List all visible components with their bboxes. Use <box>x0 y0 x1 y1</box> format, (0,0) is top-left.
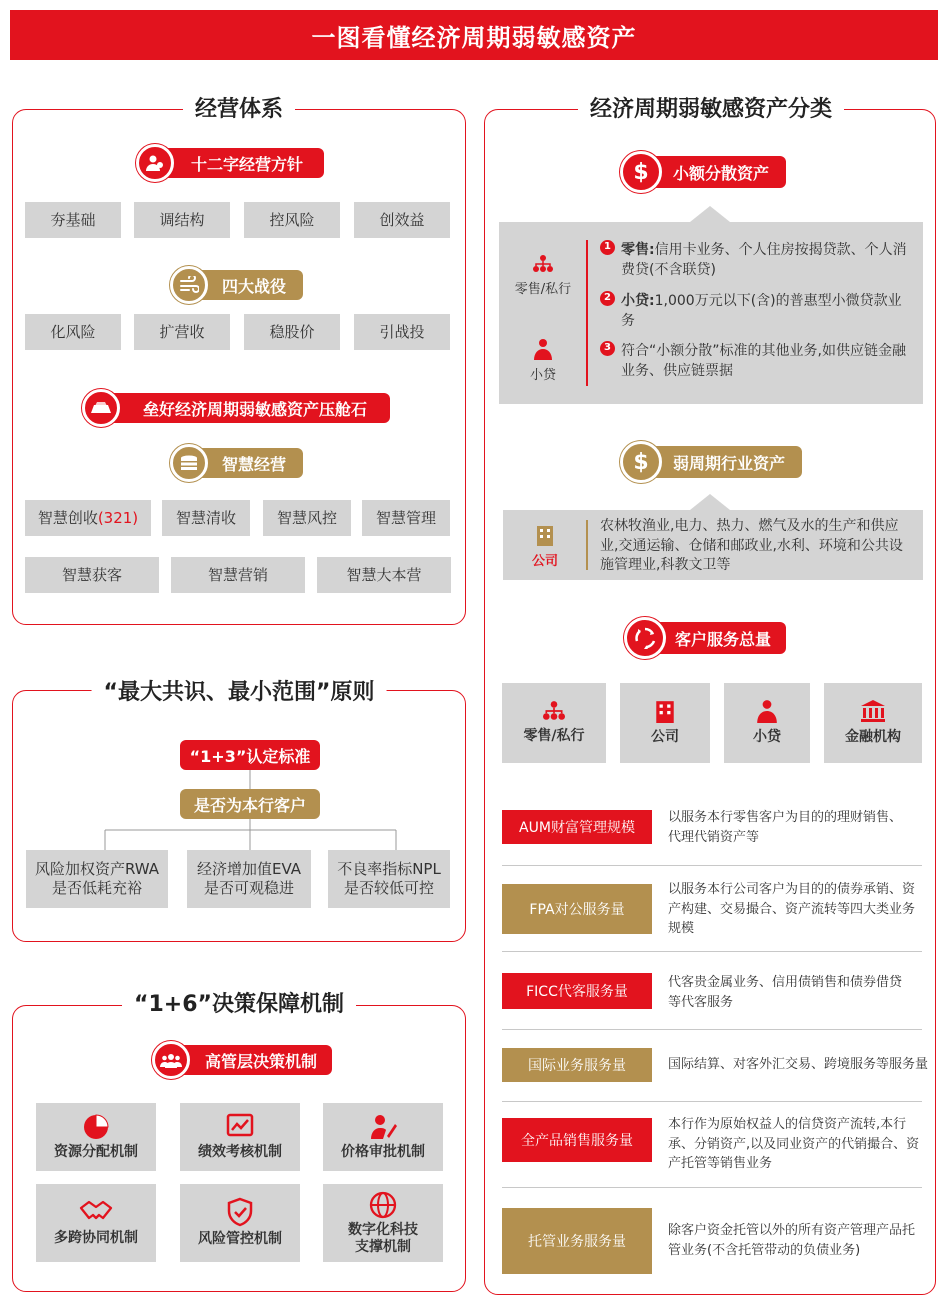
campaign-label: 四大战役 <box>185 270 303 300</box>
chart-board-icon <box>225 1112 255 1140</box>
row-divider <box>502 1187 922 1188</box>
service-badge-full-product: 全产品销售服务量 <box>502 1118 652 1162</box>
service-desc: 以服务本行零售客户为目的的理财销售、代理代销资产等 <box>668 810 903 845</box>
building-icon <box>535 524 555 546</box>
org-tree-icon <box>532 254 554 274</box>
ops-system-title: 经营体系 <box>183 92 295 123</box>
policy-item: 调结构 <box>134 202 230 238</box>
category-financial-institution: 金融机构 <box>824 683 922 763</box>
policy-label: 十二字经营方针 <box>148 148 324 178</box>
mechanism-pricing: 价格审批机制 <box>323 1103 443 1171</box>
smart-item: 智慧大本营 <box>317 557 451 593</box>
building-icon <box>653 699 677 723</box>
smart-item: 智慧清收 <box>162 500 250 536</box>
service-total-label: 客户服务总量 <box>636 622 786 654</box>
smart-item: 智慧获客 <box>25 557 159 593</box>
ballast-label: 垒好经济周期弱敏感资产压舱石 <box>96 393 390 423</box>
row-divider <box>502 1029 922 1030</box>
people-group-icon <box>152 1041 190 1079</box>
service-desc: 代客贵金属业务、信用债销售和债券借贷等代客服务 <box>668 975 903 1010</box>
service-badge-ficc: FICC代客服务量 <box>502 973 652 1009</box>
person-icon <box>756 699 778 723</box>
mechanism-resource: 资源分配机制 <box>36 1103 156 1171</box>
category-company: 公司 <box>620 683 710 763</box>
criterion-eva: 经济增加值EVA 是否可观稳进 <box>187 850 311 908</box>
mechanism-digital: 数字化科技 支撑机制 <box>323 1184 443 1262</box>
service-badge-fpa: FPA对公服务量 <box>502 884 652 934</box>
globe-icon <box>368 1190 398 1220</box>
signing-person-icon <box>368 1112 398 1140</box>
decision-title: “1+6”决策保障机制 <box>122 987 356 1018</box>
exec-decision-label: 高管层决策机制 <box>168 1045 332 1075</box>
service-badge-custody: 托管业务服务量 <box>502 1208 652 1274</box>
row-divider <box>502 865 922 866</box>
classification-title: 经济周期弱敏感资产分类 <box>578 92 844 123</box>
mechanism-collab: 多跨协同机制 <box>36 1184 156 1262</box>
page-banner-title: 一图看懂经济周期弱敏感资产 <box>10 10 938 60</box>
list-item: 1 零售:信用卡业务、个人住房按揭贷款、个人消费贷(不含联贷) <box>600 240 912 281</box>
row-divider <box>502 951 922 952</box>
handshake-icon <box>79 1198 113 1226</box>
smart-ops-label: 智慧经营 <box>185 448 303 478</box>
service-desc: 国际结算、对客外汇交易、跨境服务等服务量 <box>668 1057 929 1072</box>
dollar-icon: $ <box>620 151 662 193</box>
campaign-item: 化风险 <box>25 314 121 350</box>
category-retail: 零售/私行 <box>502 683 606 763</box>
service-desc: 以服务本行公司客户为目的的债券承销、资产构建、交易撮合、资产流转等四大类业务规模 <box>668 882 916 936</box>
service-desc: 本行作为原始权益人的信贷资产流转,本行承、分销资产,以及同业资产的代销撮合、资产托管等销售业务 <box>668 1117 920 1171</box>
pie-chart-icon <box>81 1112 111 1140</box>
mechanism-risk: 风险管控机制 <box>180 1184 300 1262</box>
ops-system-panel <box>12 109 466 625</box>
company-tag: 公司 <box>508 520 582 572</box>
pointer-triangle <box>690 494 730 510</box>
retail-private-tag: 零售/私行 <box>505 245 581 305</box>
wind-icon <box>170 266 208 304</box>
recycle-icon <box>624 617 666 659</box>
shield-check-icon <box>225 1197 255 1227</box>
person-group-icon <box>136 144 174 182</box>
standard-label: “1+3”认定标准 <box>180 740 320 770</box>
micro-loan-tag: 小贷 <box>505 335 581 385</box>
weak-cycle-divider <box>586 520 588 570</box>
bank-icon <box>860 699 886 723</box>
criterion-rwa: 风险加权资产RWA 是否低耗充裕 <box>26 850 168 908</box>
service-desc: 除客户资金托管以外的所有资产管理产品托管业务(不含托管带动的负债业务) <box>668 1223 916 1258</box>
gold-bar-icon <box>82 389 120 427</box>
weak-cycle-label: 弱周期行业资产 <box>632 446 802 478</box>
client-check-label: 是否为本行客户 <box>180 789 320 819</box>
weak-cycle-text: 农林牧渔业,电力、热力、燃气及水的生产和供应业,交通运输、仓储和邮政业,水利、环境和公共设施管理业,科教文卫等 <box>600 518 903 574</box>
policy-item: 创效益 <box>354 202 450 238</box>
mechanism-performance: 绩效考核机制 <box>180 1103 300 1171</box>
row-divider <box>502 1101 922 1102</box>
principle-title: “最大共识、最小范围”原则 <box>92 675 387 706</box>
campaign-item: 引战投 <box>354 314 450 350</box>
service-badge-aum: AUM财富管理规模 <box>502 810 652 844</box>
smart-item: 智慧管理 <box>362 500 450 536</box>
list-item: 2 小贷:1,000万元以下(含)的普惠型小微贷款业务 <box>600 291 912 332</box>
person-icon <box>533 338 553 360</box>
policy-item: 控风险 <box>244 202 340 238</box>
coin-stack-icon <box>170 444 208 482</box>
category-micro-loan: 小贷 <box>724 683 810 763</box>
smart-item: 智慧创收 (321) <box>25 500 151 536</box>
policy-item: 夯基础 <box>25 202 121 238</box>
dollar-icon: $ <box>620 441 662 483</box>
pointer-triangle <box>690 206 730 222</box>
small-assets-divider <box>586 240 588 386</box>
small-assets-label: 小额分散资产 <box>632 156 786 188</box>
campaign-item: 扩营收 <box>134 314 230 350</box>
criterion-npl: 不良率指标NPL 是否较低可控 <box>328 850 450 908</box>
small-assets-list <box>600 240 912 392</box>
org-tree-icon <box>541 700 567 722</box>
campaign-item: 稳股价 <box>244 314 340 350</box>
list-item: 3 符合“小额分散”标准的其他业务,如供应链金融业务、供应链票据 <box>600 341 912 382</box>
smart-item: 智慧风控 <box>263 500 351 536</box>
service-badge-international: 国际业务服务量 <box>502 1048 652 1082</box>
smart-item: 智慧营销 <box>171 557 305 593</box>
